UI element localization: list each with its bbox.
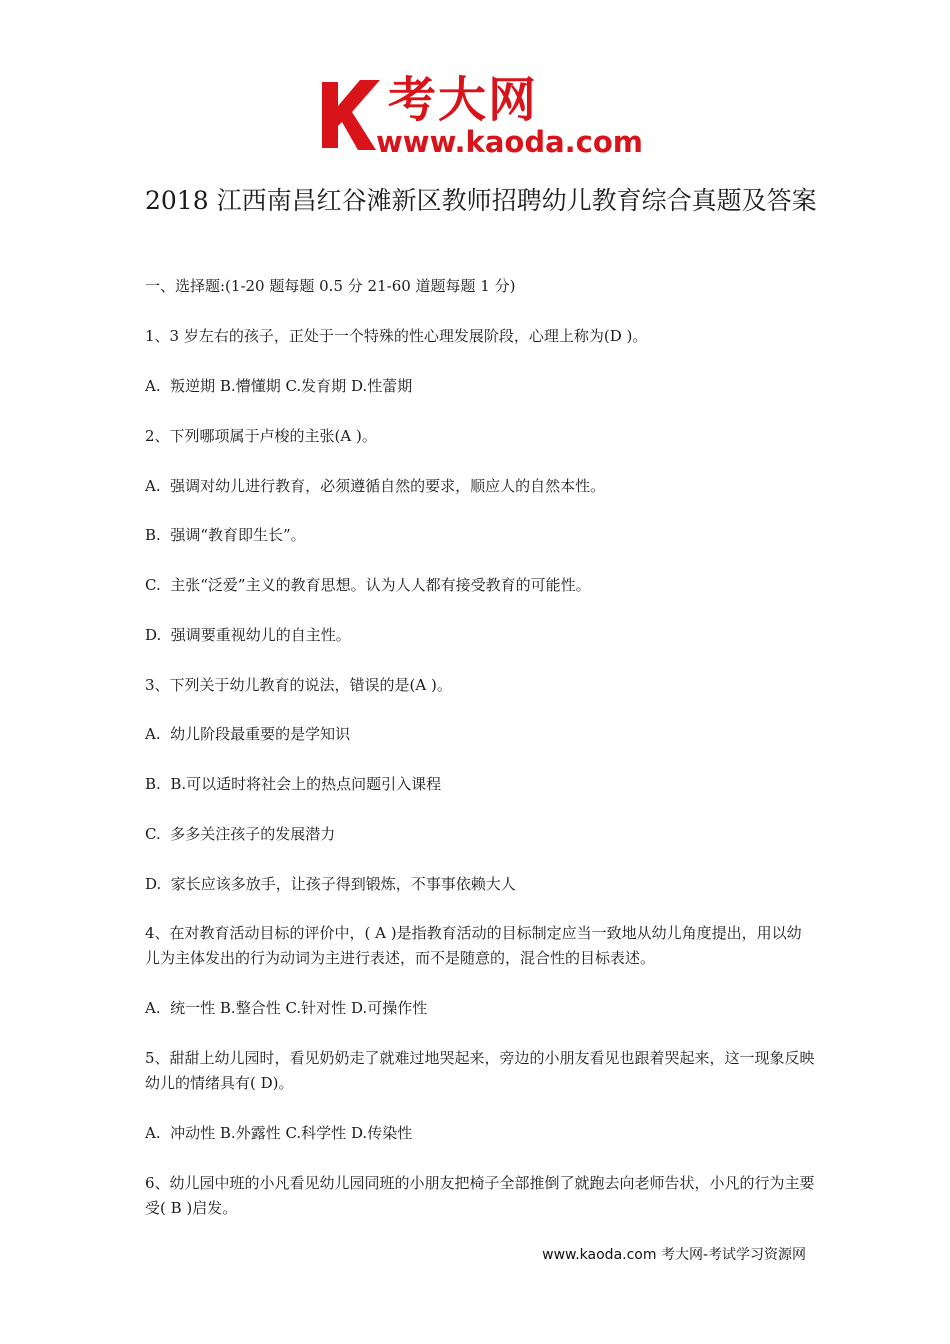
kaoda-logo	[318, 72, 643, 162]
question-2-option-c: C. 主张“泛爱”主义的教育思想。认为人人都有接受教育的可能性。	[145, 576, 591, 594]
question-3-option-b: B. B.可以适时将社会上的热点问题引入课程	[145, 775, 442, 793]
question-2-option-d: D. 强调要重视幼儿的自主性。	[145, 626, 351, 644]
question-2-option-b: B. 强调“教育即生长”。	[145, 526, 306, 544]
logo-url-text: www.kaoda.com	[376, 125, 643, 159]
question-4-options: A. 统一性 B.整合性 C.针对性 D.可操作性	[145, 999, 428, 1017]
question-5-options: A. 冲动性 B.外露性 C.科学性 D.传染性	[145, 1124, 413, 1142]
question-3-option-c: C. 多多关注孩子的发展潜力	[145, 825, 336, 843]
question-5: 5、甜甜上幼儿园时，看见奶奶走了就难过地哭起来，旁边的小朋友看见也跟着哭起来，这一现象反映幼儿的情绪具有( D)。	[145, 1049, 815, 1092]
question-3-option-d: D. 家长应该多放手，让孩子得到锻炼，不事事依赖大人	[145, 875, 516, 893]
question-3: 3、下列关于幼儿教育的说法，错误的是(A )。	[145, 676, 452, 694]
logo-brand-text: 考大网	[388, 72, 539, 128]
question-2-option-a: A. 强调对幼儿进行教育，必须遵循自然的要求，顺应人的自然本性。	[145, 477, 606, 495]
question-2: 2、下列哪项属于卢梭的主张(A )。	[145, 427, 377, 445]
question-1-options: A. 叛逆期 B.懵懂期 C.发育期 D.性蕾期	[145, 377, 413, 395]
question-6: 6、幼儿园中班的小凡看见幼儿园同班的小朋友把椅子全部推倒了就跑去向老师告状，小凡的行为主要受( B )启发。	[145, 1174, 815, 1217]
question-1: 1、3 岁左右的孩子，正处于一个特殊的性心理发展阶段，心理上称为(D )。	[145, 327, 648, 345]
question-3-option-a: A. 幼儿阶段最重要的是学知识	[145, 725, 351, 743]
section-heading: 一、选择题:(1-20 题每题 0.5 分 21-60 道题每题 1 分)	[145, 277, 516, 295]
footer-source: www.kaoda.com 考大网-考试学习资源网	[542, 1247, 806, 1263]
question-4: 4、在对教育活动目标的评价中，( A )是指教育活动的目标制定应当一致地从幼儿角度提出，用以幼儿为主体发出的行为动词为主进行表述，而不是随意的，混合性的目标表述。	[145, 924, 802, 967]
document-title: 2018 江西南昌红谷滩新区教师招聘幼儿教育综合真题及答案	[145, 186, 817, 215]
